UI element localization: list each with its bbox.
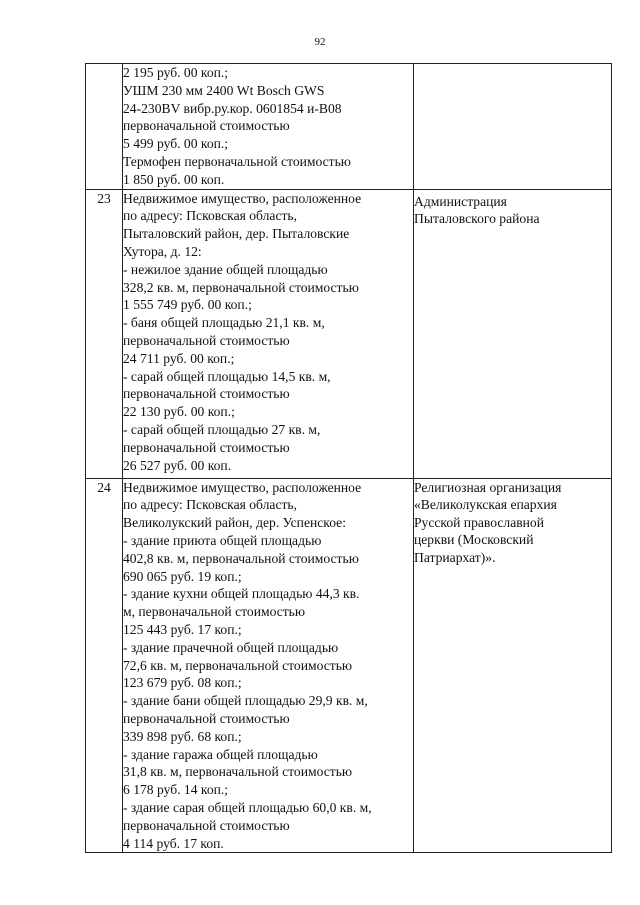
table-row (86, 189, 612, 478)
table-row (86, 64, 612, 190)
cell-text-line: Религиозная организация (414, 479, 562, 495)
cell-text-line: 328,2 кв. м, первоначальной стоимостью (123, 279, 359, 295)
cell-text-line: Термофен первоначальной стоимостью (123, 153, 351, 169)
recipient-cell (414, 189, 612, 478)
row-number-cell: 23 (86, 189, 123, 478)
cell-text-line: Пыталовского района (414, 211, 540, 227)
cell-text-line: 26 527 руб. 00 коп. (123, 457, 232, 473)
table-row (86, 478, 612, 853)
cell-text-line: - здание приюта общей площадью (123, 532, 322, 548)
cell-text-line: 5 499 руб. 00 коп.; (123, 136, 229, 152)
cell-text-line: 339 898 руб. 68 коп.; (123, 728, 242, 744)
recipient-cell (414, 64, 612, 190)
cell-text-line: первоначальной стоимостью (123, 817, 290, 833)
cell-text-line: - здание кухни общей площадью 44,3 кв. (123, 586, 360, 602)
cell-text-line: Хутора, д. 12: (123, 243, 202, 259)
cell-text-line: 4 114 руб. 17 коп. (123, 835, 224, 851)
cell-text-line: первоначальной стоимостью (123, 710, 290, 726)
cell-text-line: 123 679 руб. 08 коп.; (123, 675, 242, 691)
cell-text-line: 72,6 кв. м, первоначальной стоимостью (123, 657, 353, 673)
page-number: 92 (314, 36, 326, 48)
description-cell (123, 64, 414, 190)
cell-text-line: Недвижимое имущество, расположенное (123, 479, 362, 495)
cell-text-line: - баня общей площадью 21,1 кв. м, (123, 315, 325, 331)
cell-text-line: - нежилое здание общей площадью (123, 261, 328, 277)
description-cell (123, 478, 414, 853)
cell-text-line: Русской православной (414, 514, 544, 530)
cell-text-line: Великолукский район, дер. Успенское: (123, 515, 346, 531)
cell-text-line: Администрация (414, 193, 507, 209)
description-cell (123, 189, 414, 478)
cell-text-line: 690 065 руб. 19 коп.; (123, 568, 242, 584)
cell-text-line: «Великолукская епархия (414, 497, 557, 513)
cell-text-line: Недвижимое имущество, расположенное (123, 190, 362, 206)
cell-text-line: первоначальной стоимостью (123, 386, 290, 402)
row-number-cell (86, 64, 123, 190)
property-table (85, 63, 612, 853)
cell-text-line: 22 130 руб. 00 коп.; (123, 404, 235, 420)
recipient-cell (414, 478, 612, 853)
cell-text-line: - здание гаража общей площадью (123, 746, 318, 762)
cell-text-line: УШМ 230 мм 2400 Wt Bosch GWS (123, 82, 325, 98)
cell-text-line: - здание прачечной общей площадью (123, 639, 339, 655)
cell-text-line: 24 711 руб. 00 коп.; (123, 350, 235, 366)
cell-text-line: - здание бани общей площадью 29,9 кв. м, (123, 693, 368, 709)
cell-text-line: 24-230BV вибр.ру.кор. 0601854 и-В08 (123, 100, 342, 116)
cell-text-line: - здание сарая общей площадью 60,0 кв. м, (123, 799, 372, 815)
cell-text-line: Патриархат)». (414, 549, 496, 565)
cell-text-line: 6 178 руб. 14 коп.; (123, 782, 229, 798)
cell-text-line: первоначальной стоимостью (123, 118, 290, 134)
cell-text-line: Пыталовский район, дер. Пыталовские (123, 226, 350, 242)
cell-text-line: 402,8 кв. м, первоначальной стоимостью (123, 550, 359, 566)
cell-text-line: 2 195 руб. 00 коп.; (123, 65, 229, 80)
cell-text-line: по адресу: Псковская область, (123, 208, 298, 224)
cell-text-line: по адресу: Псковская область, (123, 497, 298, 513)
cell-text-line: первоначальной стоимостью (123, 439, 290, 455)
cell-text-line: первоначальной стоимостью (123, 332, 290, 348)
cell-text-line: м, первоначальной стоимостью (123, 604, 306, 620)
cell-text-line: 31,8 кв. м, первоначальной стоимостью (123, 764, 353, 780)
cell-text-line: 125 443 руб. 17 коп.; (123, 621, 242, 637)
cell-text-line: 1 555 749 руб. 00 коп.; (123, 297, 252, 313)
cell-text-line: 1 850 руб. 00 коп. (123, 171, 225, 187)
cell-text-line: - сарай общей площадью 27 кв. м, (123, 421, 321, 437)
row-number-cell: 24 (86, 478, 123, 853)
cell-text-line: - сарай общей площадью 14,5 кв. м, (123, 368, 331, 384)
cell-text-line: церкви (Московский (414, 532, 534, 548)
